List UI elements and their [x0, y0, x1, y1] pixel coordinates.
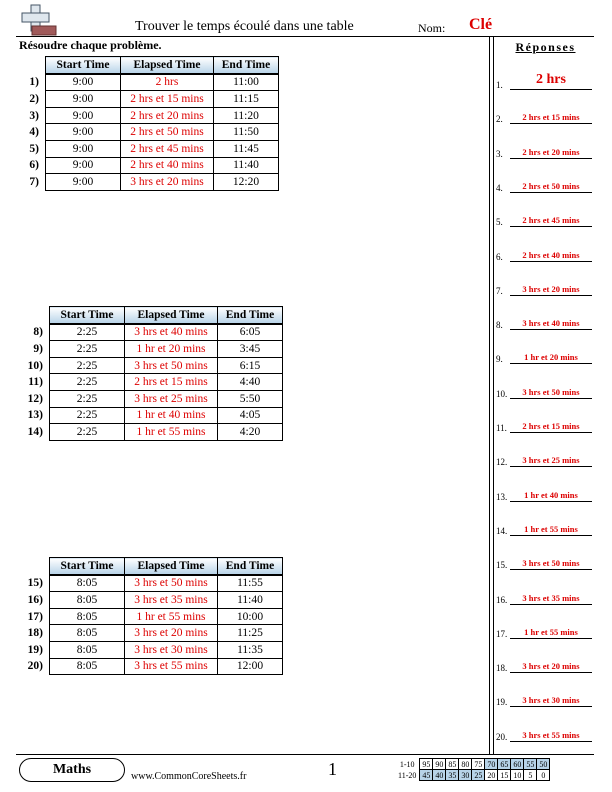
start-time-cell: 9:00 — [46, 174, 121, 191]
header-divider — [16, 36, 594, 37]
start-time-cell: 8:05 — [50, 592, 125, 609]
problem-number: 10) — [27, 359, 43, 372]
end-time-cell: 11:55 — [218, 575, 283, 592]
answer-number: 3. — [496, 148, 503, 159]
answer-item — [496, 70, 596, 90]
answer-number: 10. — [496, 388, 508, 399]
answers-title: Réponses — [515, 40, 576, 54]
answer-item — [496, 653, 596, 673]
start-time-cell: 8:05 — [50, 575, 125, 592]
elapsed-time-cell: 3 hrs et 55 mins — [125, 658, 218, 675]
table-row — [16, 157, 279, 174]
start-time-cell: 2:25 — [50, 424, 125, 441]
header-spacer — [16, 57, 46, 74]
score-row-label: 1-10 — [399, 759, 415, 769]
start-time-cell: 8:05 — [50, 608, 125, 625]
answer-number: 15. — [496, 560, 508, 571]
table-row — [16, 424, 283, 441]
subject-badge: Maths — [19, 758, 125, 782]
score-cell: 45 — [420, 770, 433, 781]
table-row — [16, 124, 279, 141]
column-header-start: Start Time — [50, 558, 125, 575]
answer-item — [496, 516, 596, 536]
table-row — [16, 608, 283, 625]
answer-value: 3 hrs et 55 mins — [510, 729, 592, 742]
start-time-cell: 9:00 — [46, 91, 121, 108]
problem-number: 15) — [27, 577, 43, 590]
elapsed-time-cell: 2 hrs — [121, 74, 214, 91]
table-row — [16, 341, 283, 358]
header-spacer — [16, 307, 50, 324]
answer-value: 3 hrs et 35 mins — [510, 592, 592, 605]
table-row — [16, 390, 283, 407]
end-time-cell: 6:05 — [218, 324, 283, 341]
problem-table-3 — [16, 557, 283, 675]
score-cell: 40 — [433, 770, 446, 781]
table-row — [16, 658, 283, 675]
start-time-cell: 8:05 — [50, 658, 125, 675]
answer-item — [496, 276, 596, 296]
column-header-start: Start Time — [50, 307, 125, 324]
answer-item — [496, 104, 596, 124]
footer-divider — [16, 754, 594, 755]
problem-table-2 — [16, 306, 283, 441]
end-time-cell: 11:50 — [214, 124, 279, 141]
problem-number: 12) — [27, 392, 43, 405]
score-cell: 75 — [472, 759, 485, 770]
column-header-elapsed: Elapsed Time — [125, 307, 218, 324]
name-value: Clé — [469, 16, 493, 33]
end-time-cell: 4:05 — [218, 407, 283, 424]
column-header-end: End Time — [214, 57, 279, 74]
answer-value: 2 hrs et 15 mins — [510, 420, 592, 433]
name-label: Nom: — [418, 21, 446, 35]
start-time-cell: 2:25 — [50, 357, 125, 374]
answer-item — [496, 207, 596, 227]
end-time-cell: 4:20 — [218, 424, 283, 441]
worksheet-title: Trouver le temps écoulé dans une table — [135, 19, 354, 34]
elapsed-time-cell: 3 hrs et 20 mins — [125, 625, 218, 642]
end-time-cell: 11:40 — [214, 157, 279, 174]
table-row — [16, 107, 279, 124]
answer-value: 2 hrs et 15 mins — [510, 111, 592, 124]
website-link[interactable]: www.CommonCoreSheets.fr — [131, 771, 247, 782]
problem-number: 3) — [29, 109, 39, 122]
problem-number: 16) — [27, 593, 43, 606]
table-row — [16, 140, 279, 157]
end-time-cell: 10:00 — [218, 608, 283, 625]
start-time-cell: 2:25 — [50, 341, 125, 358]
problem-number: 14) — [27, 425, 43, 438]
score-cell: 20 — [485, 770, 498, 781]
end-time-cell: 11:35 — [218, 641, 283, 658]
score-cell: 25 — [472, 770, 485, 781]
elapsed-time-cell: 3 hrs et 50 mins — [125, 357, 218, 374]
table-row — [16, 357, 283, 374]
start-time-cell: 2:25 — [50, 407, 125, 424]
score-cell: 50 — [537, 759, 550, 770]
problem-number: 6) — [29, 159, 39, 172]
problem-number: 5) — [29, 142, 39, 155]
end-time-cell: 12:20 — [214, 174, 279, 191]
problem-number: 11) — [28, 376, 43, 389]
answer-value: 2 hrs et 40 mins — [510, 249, 592, 262]
table-row — [16, 575, 283, 592]
answer-number: 4. — [496, 182, 503, 193]
table-row — [16, 91, 279, 108]
instructions: Résoudre chaque problème. — [19, 38, 162, 52]
elapsed-time-cell: 2 hrs et 50 mins — [121, 124, 214, 141]
score-cell: 60 — [511, 759, 524, 770]
answer-value: 3 hrs et 40 mins — [510, 317, 592, 330]
answer-number: 11. — [496, 423, 507, 433]
score-cell: 55 — [524, 759, 537, 770]
start-time-cell: 9:00 — [46, 107, 121, 124]
end-time-cell: 4:40 — [218, 374, 283, 391]
answer-item — [496, 619, 596, 639]
answer-value: 3 hrs et 30 mins — [510, 694, 592, 707]
elapsed-time-cell: 3 hrs et 40 mins — [125, 324, 218, 341]
answer-number: 18. — [496, 663, 508, 674]
column-header-end: End Time — [218, 558, 283, 575]
score-cell: 10 — [511, 770, 524, 781]
start-time-cell: 2:25 — [50, 324, 125, 341]
answer-number: 6. — [496, 251, 503, 262]
answer-number: 2. — [496, 114, 503, 125]
table-row — [16, 407, 283, 424]
table-row — [16, 641, 283, 658]
start-time-cell: 9:00 — [46, 140, 121, 157]
score-cell: 70 — [485, 759, 498, 770]
answer-column-divider-left — [489, 37, 490, 755]
answer-value: 2 hrs — [510, 71, 592, 90]
elapsed-time-cell: 2 hrs et 15 mins — [125, 374, 218, 391]
end-time-cell: 11:00 — [214, 74, 279, 91]
answer-item — [496, 344, 596, 364]
answer-item — [496, 379, 596, 399]
elapsed-time-cell: 2 hrs et 45 mins — [121, 140, 214, 157]
score-cell: 90 — [433, 759, 446, 770]
answer-item — [496, 687, 596, 707]
problem-number: 19) — [27, 643, 43, 656]
problem-number: 2) — [29, 92, 39, 105]
elapsed-time-cell: 3 hrs et 35 mins — [125, 592, 218, 609]
end-time-cell: 6:15 — [218, 357, 283, 374]
answer-number: 12. — [496, 457, 508, 468]
score-cell: 15 — [498, 770, 511, 781]
end-time-cell: 3:45 — [218, 341, 283, 358]
problem-number: 8) — [33, 326, 43, 339]
answer-value: 1 hr et 55 mins — [510, 626, 592, 639]
table-row — [16, 174, 279, 191]
answer-number: 20. — [496, 731, 508, 742]
elapsed-time-cell: 3 hrs et 30 mins — [125, 641, 218, 658]
score-cell: 35 — [446, 770, 459, 781]
elapsed-time-cell: 3 hrs et 50 mins — [125, 575, 218, 592]
problem-number: 9) — [33, 342, 43, 355]
problem-table-1 — [16, 56, 279, 191]
problem-number: 1) — [29, 76, 39, 89]
answer-item — [496, 550, 596, 570]
end-time-cell: 11:40 — [218, 592, 283, 609]
header-spacer — [16, 558, 50, 575]
page-number: 1 — [328, 759, 337, 779]
answer-number: 17. — [496, 628, 508, 639]
answer-number: 19. — [496, 697, 508, 708]
answer-value: 2 hrs et 50 mins — [510, 180, 592, 193]
elapsed-time-cell: 2 hrs et 15 mins — [121, 91, 214, 108]
answer-number: 1. — [496, 80, 503, 90]
answer-number: 8. — [496, 320, 503, 331]
table-row — [16, 374, 283, 391]
answer-value: 1 hr et 40 mins — [510, 489, 592, 502]
end-time-cell: 5:50 — [218, 390, 283, 407]
answer-value: 2 hrs et 20 mins — [510, 146, 592, 159]
answer-item — [496, 482, 596, 502]
table-row — [16, 324, 283, 341]
answer-item — [496, 447, 596, 467]
answer-item — [496, 413, 596, 433]
start-time-cell: 8:05 — [50, 641, 125, 658]
start-time-cell: 8:05 — [50, 625, 125, 642]
score-cell: 85 — [446, 759, 459, 770]
answer-value: 1 hr et 55 mins — [510, 523, 592, 536]
problem-number: 18) — [27, 627, 43, 640]
score-row — [396, 759, 550, 770]
start-time-cell: 9:00 — [46, 74, 121, 91]
answer-value: 3 hrs et 20 mins — [510, 660, 592, 673]
elapsed-time-cell: 2 hrs et 40 mins — [121, 157, 214, 174]
table-row — [16, 625, 283, 642]
answer-item — [496, 722, 596, 742]
plus-logo-icon — [18, 4, 58, 38]
column-header-elapsed: Elapsed Time — [121, 57, 214, 74]
start-time-cell: 2:25 — [50, 374, 125, 391]
problem-number: 4) — [29, 126, 39, 139]
problem-number: 7) — [29, 175, 39, 188]
answer-item — [496, 585, 596, 605]
answer-number: 13. — [496, 491, 508, 502]
answer-number: 7. — [496, 285, 503, 296]
answer-item — [496, 173, 596, 193]
answer-value: 3 hrs et 50 mins — [510, 386, 592, 399]
end-time-cell: 11:45 — [214, 140, 279, 157]
table-row — [16, 592, 283, 609]
column-header-end: End Time — [218, 307, 283, 324]
answer-item — [496, 139, 596, 159]
answer-number: 9. — [496, 354, 503, 365]
column-header-elapsed: Elapsed Time — [125, 558, 218, 575]
score-cell: 65 — [498, 759, 511, 770]
end-time-cell: 11:25 — [218, 625, 283, 642]
start-time-cell: 2:25 — [50, 390, 125, 407]
end-time-cell: 11:15 — [214, 91, 279, 108]
end-time-cell: 11:20 — [214, 107, 279, 124]
elapsed-time-cell: 2 hrs et 20 mins — [121, 107, 214, 124]
table-row — [16, 74, 279, 91]
elapsed-time-cell: 1 hr et 55 mins — [125, 424, 218, 441]
answer-number: 5. — [496, 217, 503, 228]
score-row-label: 11-20 — [398, 770, 417, 780]
answer-number: 16. — [496, 594, 508, 605]
elapsed-time-cell: 1 hr et 40 mins — [125, 407, 218, 424]
score-row — [396, 770, 550, 781]
score-table — [396, 758, 550, 781]
answer-number: 14. — [496, 525, 508, 536]
answer-item — [496, 310, 596, 330]
score-cell: 80 — [459, 759, 472, 770]
score-cell: 95 — [420, 759, 433, 770]
elapsed-time-cell: 3 hrs et 20 mins — [121, 174, 214, 191]
score-cell: 30 — [459, 770, 472, 781]
answer-value: 2 hrs et 45 mins — [510, 214, 592, 227]
start-time-cell: 9:00 — [46, 124, 121, 141]
problem-number: 17) — [27, 610, 43, 623]
answer-value: 3 hrs et 50 mins — [510, 557, 592, 570]
score-cell: 5 — [524, 770, 537, 781]
answer-value: 3 hrs et 20 mins — [510, 283, 592, 296]
problem-number: 20) — [27, 660, 43, 673]
elapsed-time-cell: 1 hr et 20 mins — [125, 341, 218, 358]
answer-value: 1 hr et 20 mins — [510, 351, 592, 364]
elapsed-time-cell: 1 hr et 55 mins — [125, 608, 218, 625]
end-time-cell: 12:00 — [218, 658, 283, 675]
problem-number: 13) — [27, 409, 43, 422]
answer-value: 3 hrs et 25 mins — [510, 454, 592, 467]
answer-column-divider-right — [493, 37, 494, 755]
score-cell: 0 — [537, 770, 550, 781]
answer-item — [496, 242, 596, 262]
elapsed-time-cell: 3 hrs et 25 mins — [125, 390, 218, 407]
start-time-cell: 9:00 — [46, 157, 121, 174]
column-header-start: Start Time — [46, 57, 121, 74]
